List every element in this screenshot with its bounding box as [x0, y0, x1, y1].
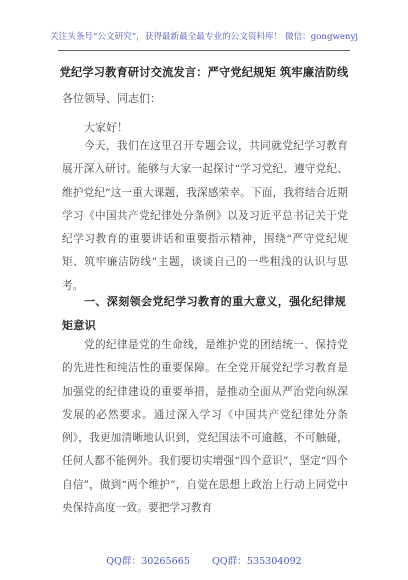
section-heading-1: 一、深刻领会党纪学习教育的重大意义，强化纪律规矩意识 — [62, 295, 347, 332]
greeting: 大家好！ — [84, 121, 128, 134]
header-divider — [58, 50, 350, 51]
document-title: 党纪学习教育研讨交流发言：严守党纪规矩 筑牢廉洁防线 — [59, 65, 349, 79]
footer-qq-group-2: QQ群：535304092 — [211, 556, 302, 567]
body-paragraph-2: 党的纪律是党的生命线，是维护党的团结统一、保持党的先进性和纯洁性的重要保障。在全党开展党纪学习教育是加强党的纪律建设的重要举措，是推动全面从严治党向纵深发展的必然要求。通过深入学习《中国共产党纪律处分条例》，我更加清晰地认识到，党纪国法不可逾越、不可触碰，任何人都不能例外。我们要切实增强“四个意识”，坚定“四个自信”，做到“两个维护”，自觉在思想上政治上行动上同党中央保持高度一致。要把学习教育 — [62, 339, 348, 515]
footer-qq-group-1: QQ群：30265665 — [106, 556, 190, 567]
header-promo-note: 关注头条号“公文研究”，获得最新最全最专业的公文资料库！ 微信：gongwenyj — [50, 32, 358, 42]
salutation: 各位领导、同志们： — [62, 92, 161, 105]
footer-contact — [0, 553, 408, 567]
body-paragraph-1: 今天，我们在这里召开专题会议，共同就党纪学习教育展开深入研讨。能够与大家一起探讨“学习党纪、遵守党纪、维护党纪”这一重大课题，我深感荣幸。下面，我将结合近期学习《中国共产党纪律处分条例》以及习近平总书记关于党纪学习教育的重要讲话和重要指示精神，围绕“严守党纪规矩、筑牢廉洁防线”主题，谈谈自己的一些粗浅的认识与思考。 — [62, 140, 348, 292]
